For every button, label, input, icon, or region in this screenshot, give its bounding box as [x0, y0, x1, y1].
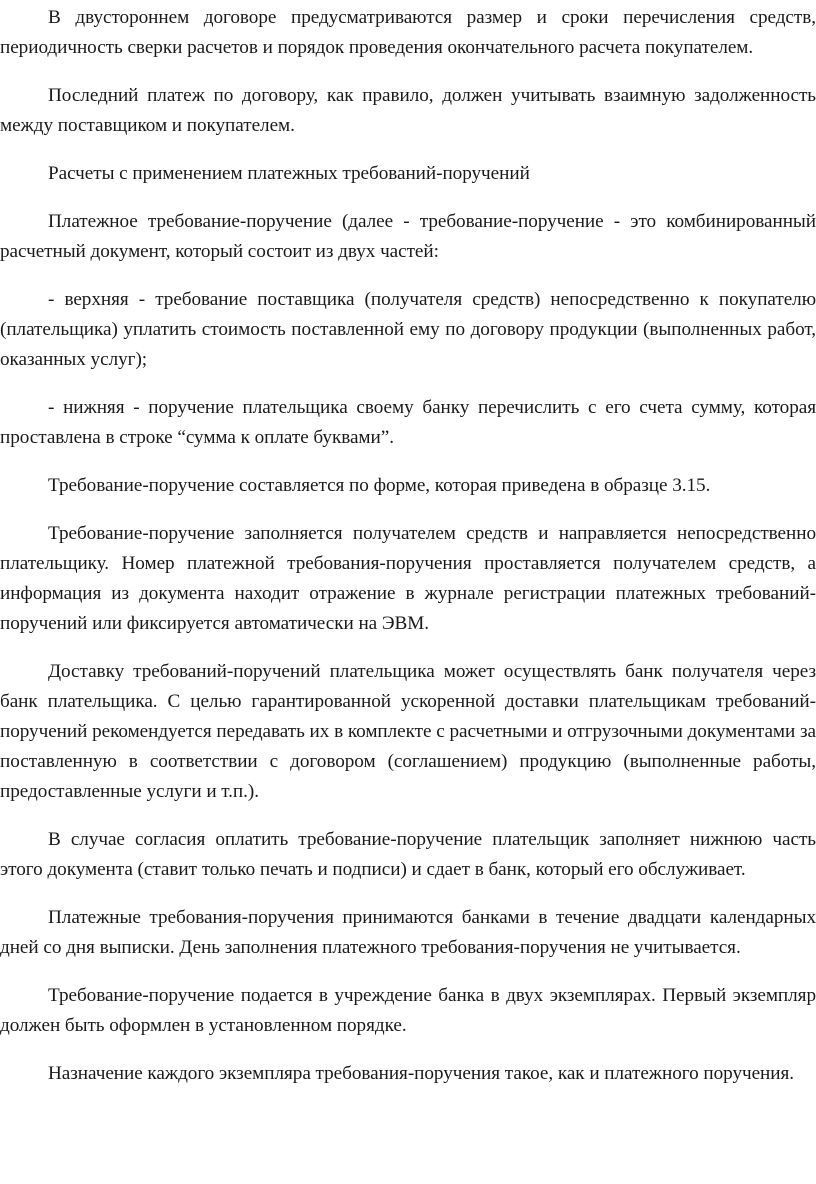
paragraph-delivery: Доставку требований-поручений плательщика может осуществлять банк получателя через банк плательщика. С целью гарантированной ускоренной доставки плательщикам требований-поручений рекомендуется передавать их в комплекте с расчетными и отгрузочными документами за поставленную в соответствии с договором (соглашением) продукцию (выполненные работы, предоставленные услуги и т.п.). — [0, 661, 816, 802]
paragraph-lower-part: - нижняя - поручение плательщика своему банку перечислить с его счета сумму, которая проставлена в строке “сумма к оплате буквами”. — [0, 397, 816, 448]
paragraph-definition: Платежное требование-поручение (далее - требование-поручение - это комбинированный расчетный документ, который состоит из двух частей: — [0, 211, 816, 262]
paragraph-consent: В случае согласия оплатить требование-поручение плательщик заполняет нижнюю часть этого документа (ставит только печать и подписи) и сдает в банк, который его обслуживает. — [0, 829, 816, 880]
paragraph-form-sample: Требование-поручение составляется по форме, которая приведена в образце 3.15. — [48, 475, 711, 496]
paragraph-copy-purpose: Назначение каждого экземпляра требования-поручения такое, как и платежного поручения. — [48, 1063, 795, 1084]
section-heading-payment-requests: Расчеты с применением платежных требований-поручений — [48, 163, 530, 184]
paragraph-last-payment: Последний платеж по договору, как правило, должен учитывать взаимную задолженность между поставщиком и покупателем. — [0, 85, 816, 136]
paragraph-filling: Требование-поручение заполняется получателем средств и направляется непосредственно плательщику. Номер платежной требования-поручения проставляется получателем средств, а информация из документа находит отражение в журнале регистрации платежных требований-поручений или фиксируется автоматически на ЭВМ. — [0, 523, 816, 634]
paragraph-acceptance-period: Платежные требования-поручения принимаются банками в течение двадцати календарных дней со дня выписки. День заполнения платежного требования-поручения не учитывается. — [0, 907, 816, 958]
paragraph-bilateral-contract: В двустороннем договоре предусматриваются размер и сроки перечисления средств, периодичность сверки расчетов и порядок проведения окончательного расчета покупателем. — [0, 7, 816, 58]
paragraph-two-copies: Требование-поручение подается в учреждение банка в двух экземплярах. Первый экземпляр должен быть оформлен в установленном порядке. — [0, 985, 816, 1036]
paragraph-upper-part: - верхняя - требование поставщика (получателя средств) непосредственно к покупателю (плательщика) уплатить стоимость поставленной ему по договору продукции (выполненных работ, оказанных услуг); — [0, 289, 816, 370]
